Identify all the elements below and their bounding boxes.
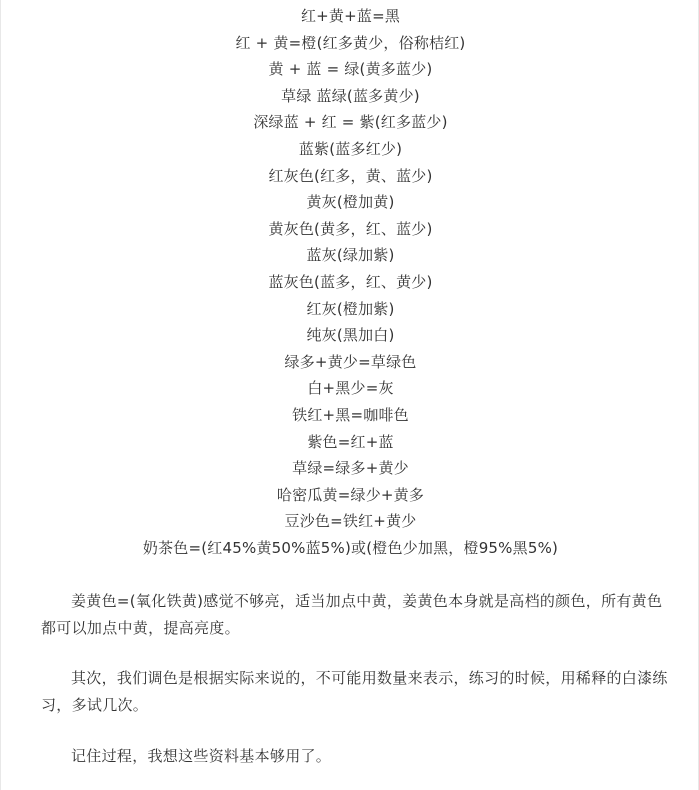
color-mixing-line: 黄灰色(黄多，红、蓝少) [268,219,433,238]
color-mixing-line: 铁红+黑=咖啡色 [292,405,409,424]
color-mixing-line: 草绿 蓝绿(蓝多黄少) [281,86,420,105]
paragraph-ginger-yellow: 姜黄色=(氧化铁黄)感觉不够亮，适当加点中黄，姜黄色本身就是高档的颜色，所有黄色都可以加点中黄，提高亮度。 [41,592,663,637]
color-mixing-line: 红灰色(红多，黄、蓝少) [268,166,433,185]
color-mixing-line: 纯灰(黑加白) [306,326,395,345]
color-mixing-line: 草绿=绿多+黄少 [292,459,409,478]
paragraph-closing: 记住过程，我想这些资料基本够用了。 [71,747,332,765]
color-mixing-line: 哈密瓜黄=绿少+黄多 [276,485,425,504]
paragraph-practice-note: 其次，我们调色是根据实际来说的，不可能用数量来表示，练习的时候，用稀释的白漆练习，多试几次。 [41,669,668,714]
color-mixing-line: 黄 + 蓝 = 绿(黄多蓝少) [268,60,433,79]
color-mixing-line: 深绿蓝 + 红 = 紫(红多蓝少) [253,113,448,132]
color-mixing-line: 紫色=红+蓝 [307,432,394,451]
color-mixing-line: 蓝灰(绿加紫) [306,246,395,265]
color-mixing-line: 红灰(橙加紫) [306,299,395,318]
color-mixing-line: 蓝紫(蓝多红少) [298,139,403,158]
color-mixing-list [1,3,699,561]
color-mixing-line: 白+黑少=灰 [307,379,394,398]
color-mixing-line: 豆沙色=铁红+黄少 [284,512,417,531]
color-mixing-line: 蓝灰色(蓝多，红、黄少) [268,272,433,291]
color-mixing-line: 绿多+黄少=草绿色 [284,352,417,371]
color-mixing-line: 黄灰(橙加黄) [306,193,395,212]
color-mixing-line: 红+黄+蓝=黑 [300,7,401,25]
color-mixing-line: 奶茶色=(红45%黄50%蓝5%)或(橙色少加黑，橙95%黑5%) [142,538,559,557]
color-mixing-line: 红 + 黄=橙(红多黄少，俗称桔红) [235,33,466,52]
